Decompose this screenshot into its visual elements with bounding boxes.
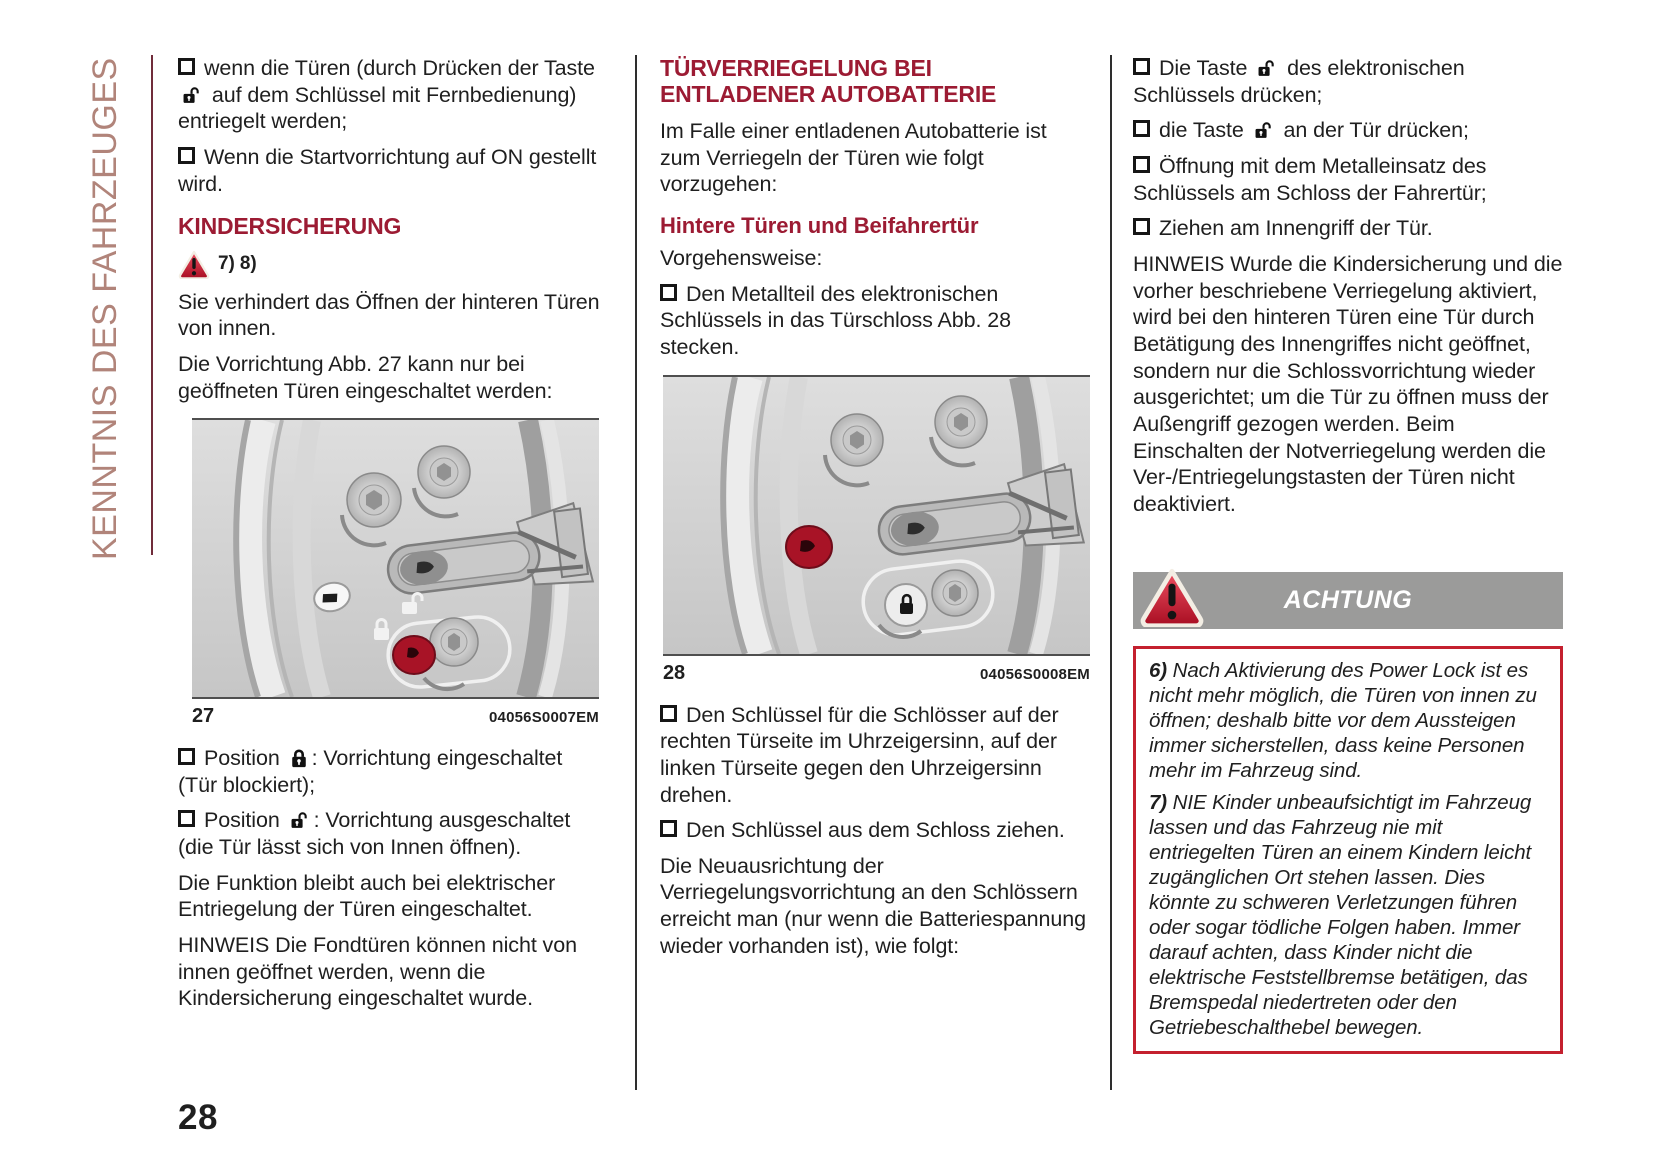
section-heading-tuerverriegelung: TÜRVERRIEGELUNG BEI ENTLADENER AUTOBATTERIE [660,55,997,108]
bullet-text: wenn die Türen (durch Drücken der Taste [204,56,595,80]
figure-27-caption [192,704,599,729]
paragraph: Vorgehensweise: [660,246,823,271]
lock-icon [291,748,307,768]
bullet-text: an der Tür drücken; [1283,118,1469,143]
bullet-text: Den Schlüssel aus dem Schloss ziehen. [686,818,1065,843]
bullet-text: Öffnung mit dem Metalleinsatz des Schlüssels am Schloss der Fahrertür; [1133,153,1487,205]
bullet-text: Position [204,808,280,833]
bullet-marker [660,284,677,301]
paragraph: Im Falle einer entladenen Autobatterie ist zum Verriegeln der Türen wie folgt vorzugehen: [660,118,1047,197]
warning-reference-row [178,250,602,279]
bullet-marker [178,58,195,75]
figure-28-image [663,375,1090,656]
unlock-icon [183,85,201,105]
page-number: 28 [178,1098,218,1137]
bullet-text: die Taste [1159,118,1244,143]
bullet-text: Den Schlüssel für die Schlösser auf der rechten Türseite im Uhrzeigersinn, auf der linken Türseite gegen den Uhrzeigersinn drehen. [660,702,1059,807]
note-number: 7) [1149,790,1168,814]
safety-note-6 [1149,658,1547,783]
column-divider-1 [635,55,637,1090]
warning-triangle-icon [178,250,210,279]
bullet-inner-handle [1133,215,1563,242]
bullet-marker [1133,218,1150,235]
paragraph: Die Funktion bleibt auch bei elektrischer Entriegelung der Türen eingeschaltet. [178,870,556,922]
figure-28-caption [663,661,1090,686]
bullet-text: Die Taste [1159,56,1248,80]
bullet-text: Schlüssels drücken; [1133,82,1323,107]
column-1 [178,55,602,1021]
bullet-text: des elektronischen [1287,56,1465,80]
bullet-text: Ziehen am Innengriff der Tür. [1159,216,1433,241]
column-3 [1133,55,1563,1054]
note-number: 6) [1149,658,1168,682]
column-2 [660,55,1090,968]
emergency-keyhole [786,526,832,568]
bullet-marker [178,147,195,164]
bullet-metal-insert [1133,153,1563,206]
section-heading-kindersicherung: KINDERSICHERUNG [178,213,402,240]
warning-triangle-icon [1139,567,1205,627]
bullet-metal-key [660,281,1090,361]
bullet-marker [178,810,195,827]
bullet-text: Wenn die Startvorrichtung auf ON gestellt wird. [178,144,597,196]
bullet-position-unlocked [178,807,602,860]
paragraph: Die Vorrichtung Abb. 27 kann nur bei geöffneten Türen eingeschaltet werden: [178,352,553,403]
figure-code: 04056S0008EM [980,665,1090,683]
warning-note-numbers: 7) 8) [218,253,257,275]
note-text: Nach Aktivierung des Power Lock ist es nicht mehr möglich, die Türen von innen zu öffnen; deshalb bitte vor dem Aussteigen immer sicherstellen, dass keine Personen mehr im Fahrzeug sind. [1149,658,1537,782]
unlock-icon [291,810,309,830]
chapter-sidebar-label: KENNTNIS DES FAHRZEUGES [86,57,124,560]
paragraph: Die Neuausrichtung der Verriegelungsvorrichtung an den Schlössern erreicht man (nur wenn die Batteriespannung wieder vorhanden ist), wie folgt: [660,853,1086,958]
figure-number: 27 [192,705,215,728]
unlock-icon [1255,120,1273,140]
bullet-marker [660,705,677,722]
bullet-marker [1133,58,1150,75]
paragraph: HINWEIS Die Fondtüren können nicht von innen geöffnet werden, wenn die Kindersicherung eingeschaltet wurde. [178,933,577,1011]
bullet-text: : Vorrichtung ausgeschaltet (die Tür lässt sich von Innen öffnen). [178,808,571,860]
paragraph: Sie verhindert das Öffnen der hinteren Türen von innen. [178,289,600,341]
bullet-text: auf dem Schlüssel mit Fernbedienung) entriegelt werden; [178,82,577,134]
bullet-marker [660,820,677,837]
bullet-position-locked [178,745,602,798]
figure-27-image [192,418,599,699]
bullet-text: : Vorrichtung eingeschaltet (Tür blockiert); [178,746,563,797]
bullet-unlock-remote [178,55,602,135]
bullet-text: Position [204,746,280,771]
bullet-marker [1133,120,1150,137]
figure-27 [192,418,599,729]
sidebar-rule [151,55,153,555]
paragraph: HINWEIS Wurde die Kindersicherung und die vorher beschriebene Verriegelung aktiviert, wird bei den hinteren Türen eine Tür durch Betätigung des Innengriffes nicht geöffnet, sondern nur die Schlossvorrichtung wieder ausgerichtet; um die Tür zu öffnen muss der Außengriff gezogen werden. Beim Einschalten der Notverriegelung werden die Ver-/Entriegelungstasten der Türen nicht deaktiviert. [1133,251,1563,516]
figure-number: 28 [663,661,686,684]
bullet-key-button [1133,55,1563,108]
warning-banner [1133,572,1563,629]
figure-28 [663,375,1090,686]
subheading-hintere-tueren: Hintere Türen und Beifahrertür [660,212,979,238]
bullet-start-on [178,144,602,197]
bullet-text: Den Metallteil des elektronischen Schlüssels in das Türschloss Abb. 28 stecken. [660,281,1011,360]
safety-notes-box [1133,646,1563,1054]
bullet-marker [1133,156,1150,173]
unlock-icon [1258,58,1276,78]
bullet-remove-key [660,817,1090,844]
note-text: NIE Kinder unbeaufsichtigt im Fahrzeug lassen und das Fahrzeug nie mit entriegelten Türen an einem Kindern leicht zugänglichen Ort stehen lassen. Dies könnte zu schweren Verletzungen führen oder sogar tödliche Folgen haben. Immer darauf achten, dass Kinder nicht die elektrische Feststellbremse betätigen, das Bremspedal niedertreten oder den Getriebeschalthebel bewegen. [1149,790,1532,1039]
bullet-turn-key [660,702,1090,809]
bullet-door-button [1133,117,1563,144]
warning-banner-title: ACHTUNG [1283,585,1413,614]
column-divider-2 [1110,55,1112,1090]
bullet-marker [178,748,195,765]
safety-note-7 [1149,790,1547,1040]
figure-code: 04056S0007EM [489,709,599,727]
